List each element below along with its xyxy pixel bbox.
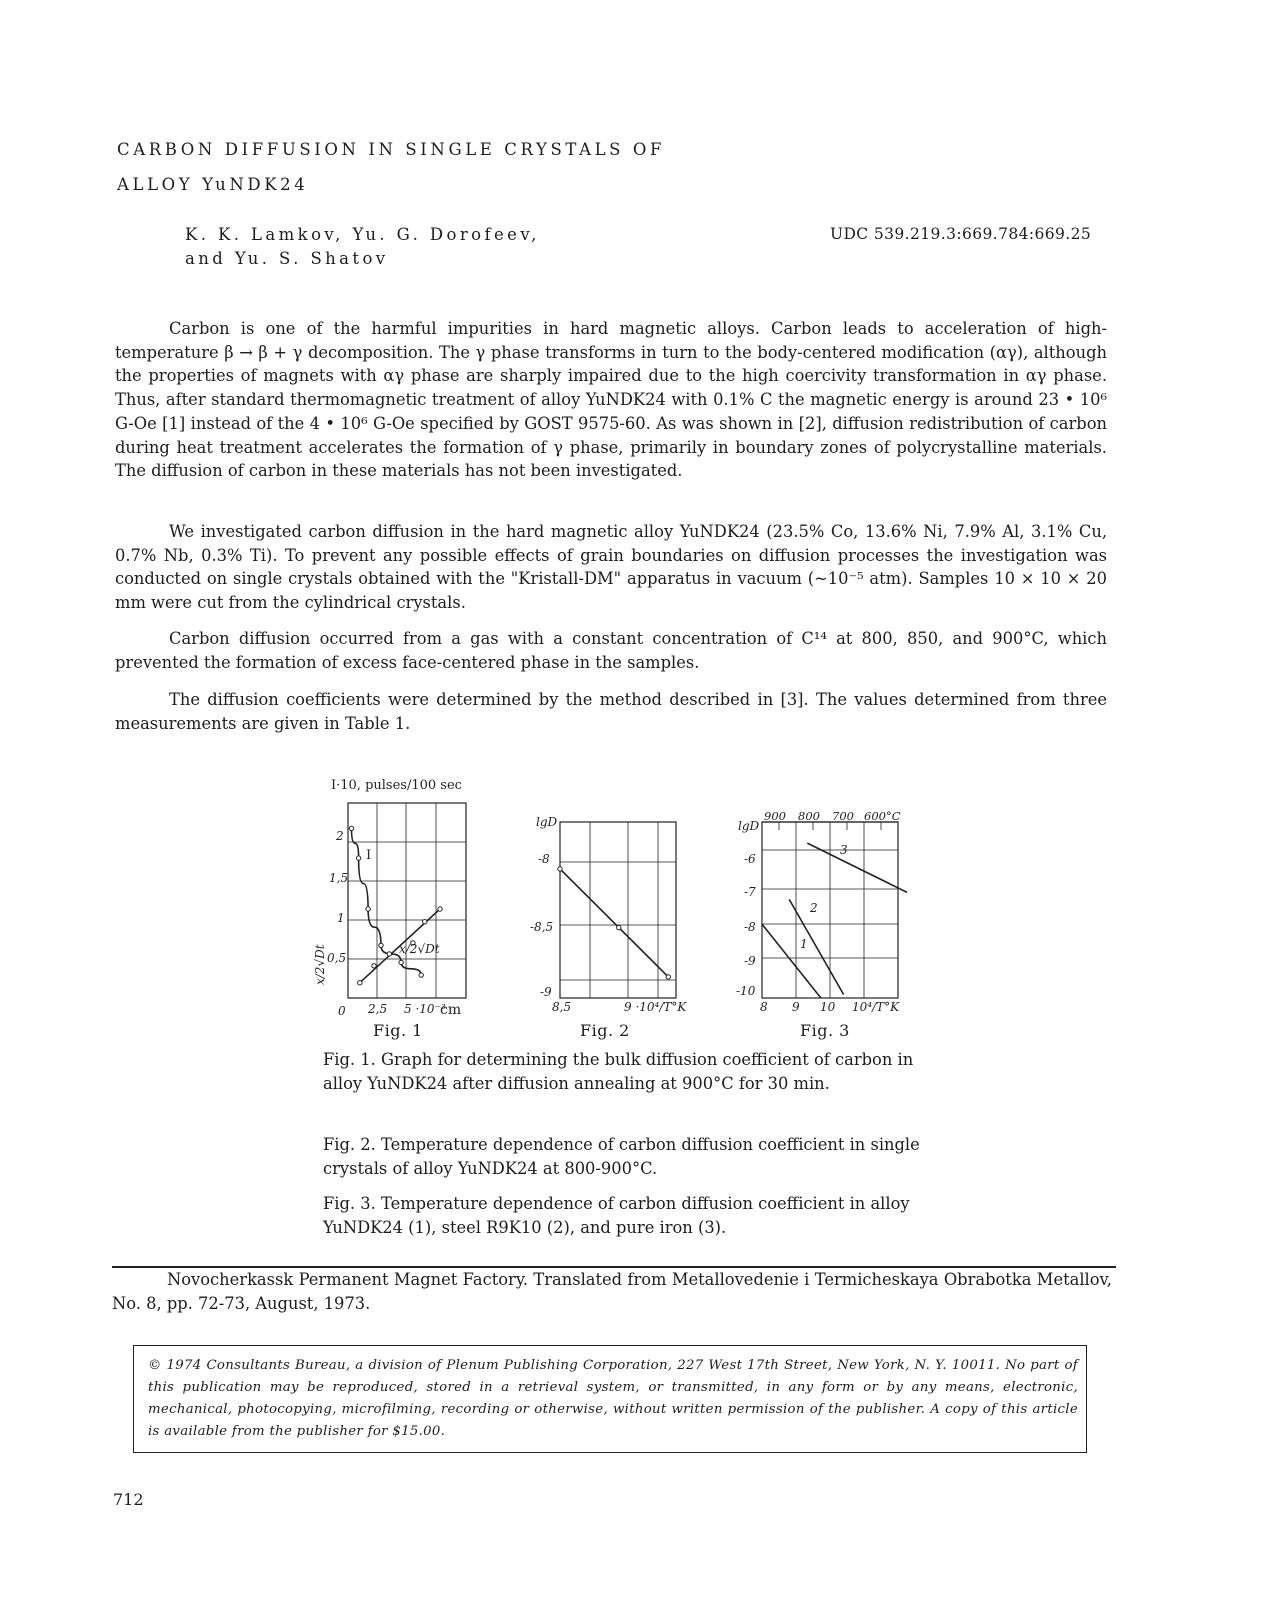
fig3-series-1-line — [762, 924, 821, 998]
figure-2-plot — [522, 800, 697, 1020]
authors-line-1: K. K. Lamkov, Yu. G. Dorofeev, — [185, 225, 540, 244]
figure-1-caption: Fig. 1. Graph for determining the bulk diffusion coefficient of carbon in alloy YuNDK24 after diffusion annealing at 900°C for 30 min. — [323, 1050, 914, 1093]
authors-line-2: and Yu. S. Shatov — [185, 249, 389, 268]
fig3-xtick-8: 8 — [760, 1000, 768, 1014]
fig1-series-2-point-5 — [423, 920, 427, 924]
paragraph-2 — [115, 520, 1107, 615]
fig1-ytick-1: 1 — [337, 911, 345, 925]
fig3-ytick-6: -6 — [744, 852, 756, 866]
fig1-label: Fig. 1 — [373, 1021, 423, 1040]
fig2-ylabel: lgD — [536, 815, 558, 829]
fig1-curve-label-x2dt: x/2√Dt — [399, 942, 440, 956]
fig2-ytick-9: -9 — [540, 985, 552, 999]
fig3-line-label-3: 3 — [840, 843, 848, 857]
fig1-series-1-point-3 — [366, 907, 370, 911]
paragraph-3-text: Carbon diffusion occurred from a gas with a constant concentration of C¹⁴ at 800, 850, and 900°C, which prevented the formation of excess face-centered phase in the samples. — [115, 629, 1107, 672]
paragraph-3 — [115, 627, 1107, 674]
fig1-xtick-5: 5 ·10⁻³ — [404, 1002, 446, 1016]
fig1-xunit: cm — [440, 1002, 462, 1018]
fig2-label: Fig. 2 — [580, 1021, 630, 1040]
fig1-ylabel-left: x/2√Dt — [313, 944, 327, 985]
figure-1-plot — [300, 770, 480, 1020]
fig1-series-2-point-3 — [387, 952, 391, 956]
fig1-curve-label-i: I — [366, 848, 372, 863]
fig2-series-1-point-1 — [558, 867, 562, 871]
fig3-top-tick-800: 800 — [798, 809, 820, 823]
paragraph-4-text: The diffusion coefficients were determined by the method described in [3]. The values determined from three measurements are given in Table 1. — [115, 690, 1107, 733]
fig1-series-1-point-5 — [399, 960, 403, 964]
fig1-series-2-point-2 — [372, 964, 376, 968]
fig3-ytick-7: -7 — [744, 885, 756, 899]
fig1-series-1-point-1 — [349, 826, 353, 830]
fig2-series-1-point-3 — [666, 975, 670, 979]
fig1-series-1-point-4 — [379, 943, 383, 947]
fig1-xtick-0: 0 — [338, 1004, 346, 1018]
figure-3-caption: Fig. 3. Temperature dependence of carbon diffusion coefficient in alloy YuNDK24 (1), steel R9K10 (2), and pure iron (3). — [323, 1194, 910, 1237]
fig1-ylabel-top: I·10, pulses/100 sec — [331, 778, 462, 793]
fig3-xtick-9: 9 — [792, 1000, 800, 1014]
fig3-top-tick-700: 700 — [832, 809, 854, 823]
paragraph-4 — [115, 688, 1107, 735]
fig3-ytick-8: -8 — [744, 920, 756, 934]
fig1-series-1-point-6 — [419, 973, 423, 977]
fig2-xtick-9: 9 ·10⁴/T°K — [624, 1000, 687, 1014]
fig3-label: Fig. 3 — [800, 1021, 850, 1040]
fig3-top-tick-600: 600°C — [864, 809, 901, 823]
fig1-series-1-point-2 — [356, 856, 360, 860]
fig3-series-3-line — [807, 843, 907, 892]
paragraph-1-text: Carbon is one of the harmful impurities in hard magnetic alloys. Carbon leads to acceleration of high-temperature β → β + γ decomposition. The γ phase transforms in turn to the body-centered modification (αγ), although the properties of magnets with αγ phase are sharply impaired due to the high coercivity transformation in αγ phase. Thus, after standard thermomagnetic treatment of alloy YuNDK24 with 0.1% C the magnetic energy is around 23 • 10⁶ G-Oe [1] instead of the 4 • 10⁶ G-Oe specified by GOST 9575-60. As was shown in [2], diffusion redistribution of carbon during heat treatment accelerates the formation of γ phase, primarily in boundary zones of polycrystalline materials. The diffusion of carbon in these materials has not been investigated. — [115, 319, 1107, 481]
fig3-top-tick-900: 900 — [764, 809, 786, 823]
paper-title-line-1: CARBON DIFFUSION IN SINGLE CRYSTALS OF — [117, 140, 666, 159]
figure-2-caption: Fig. 2. Temperature dependence of carbon diffusion coefficient in single crystals of alloy YuNDK24 at 800-900°C. — [323, 1135, 920, 1178]
fig1-xtick-2-5: 2,5 — [368, 1002, 388, 1016]
fig2-xtick-8-5: 8,5 — [552, 1000, 572, 1014]
fig3-line-label-1: 1 — [800, 937, 808, 951]
fig2-ytick-8: -8 — [538, 852, 550, 866]
copyright-text: © 1974 Consultants Bureau, a division of Plenum Publishing Corporation, 227 West 17th Street, New York, N. Y. 10011. No part of this publication may be reproduced, stored in a retrieval system, or transmitted, in any form or by any means, electronic, mechanical, photocopying, microfilming, recording or otherwise, without written permission of the publisher. A copy of this article is available from the publisher for $15.00. — [148, 1358, 1078, 1439]
fig1-ytick-1-5: 1,5 — [329, 871, 349, 885]
fig1-ytick-2: 2 — [336, 829, 344, 843]
figure-3 — [734, 800, 909, 1020]
copyright-box — [133, 1345, 1087, 1453]
fig2-ytick-8-5: -8,5 — [530, 920, 554, 934]
fig3-ytick-9: -9 — [744, 954, 756, 968]
fig3-ylabel: lgD — [738, 819, 760, 833]
figure-3-plot — [734, 800, 909, 1020]
paragraph-1 — [115, 317, 1107, 483]
fig3-line-label-2: 2 — [810, 901, 818, 915]
figure-2 — [522, 800, 697, 1020]
fig2-series-1-line — [560, 869, 668, 977]
figure-1 — [300, 770, 480, 1020]
authors — [185, 223, 540, 271]
fig3-xtick-unit: 10⁴/T°K — [852, 1000, 900, 1014]
fig1-series-2-point-1 — [358, 981, 362, 985]
footnote — [112, 1268, 1112, 1316]
paragraph-2-text: We investigated carbon diffusion in the hard magnetic alloy YuNDK24 (23.5% Co, 13.6% Ni, 7.9% Al, 3.1% Cu, 0.7% Nb, 0.3% Ti). To prevent any possible effects of grain boundaries on diffusion processes the investigation was conducted on single crystals obtained with the "Kristall-DM" apparatus in vacuum (~10⁻⁵ atm). Samples 10 × 10 × 20 mm were cut from the cylindrical crystals. — [115, 522, 1107, 613]
fig2-series-1-point-2 — [617, 925, 621, 929]
fig3-xtick-10: 10 — [820, 1000, 836, 1014]
fig3-ytick-10: -10 — [736, 984, 756, 998]
paper-title-line-2: ALLOY YuNDK24 — [117, 175, 309, 194]
footnote-text: Novocherkassk Permanent Magnet Factory. Translated from Metallovedenie i Termicheskaya Obrabotka Metallov, No. 8, pp. 72-73, August, 1973. — [112, 1270, 1112, 1313]
udc-code: UDC 539.219.3:669.784:669.25 — [830, 225, 1092, 243]
fig1-ytick-0-5: 0,5 — [327, 951, 347, 965]
page-number: 712 — [113, 1490, 144, 1509]
fig1-series-2-point-6 — [438, 907, 442, 911]
